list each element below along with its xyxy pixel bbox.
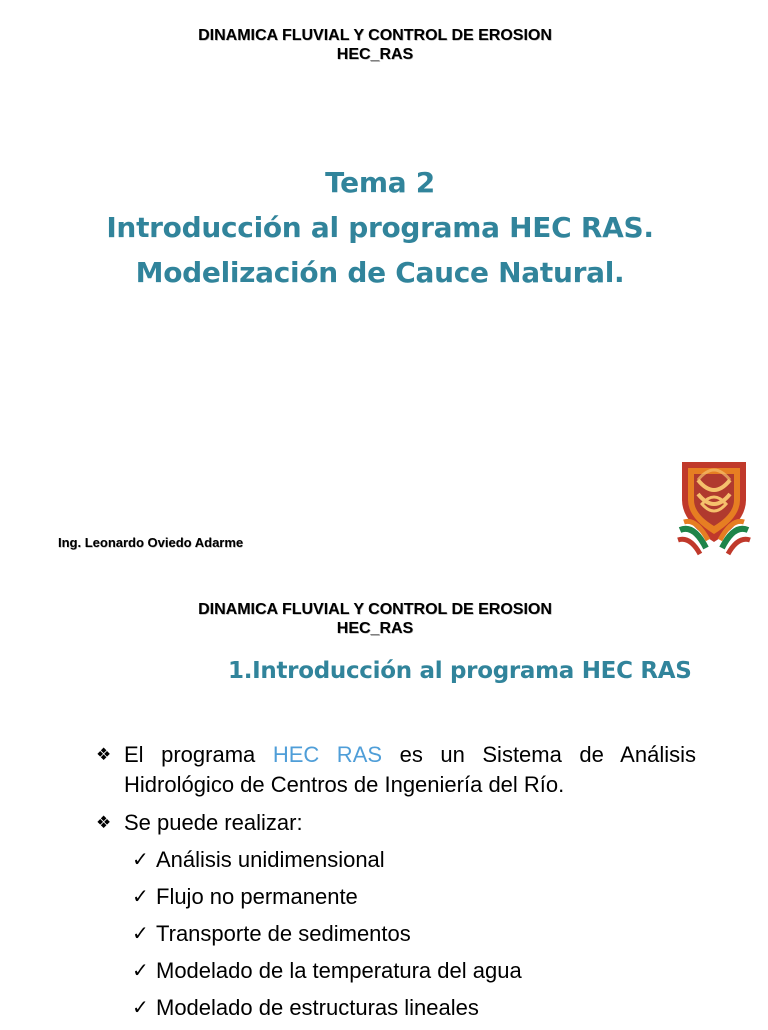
bullet-line <box>124 740 696 770</box>
bullet-suffix: es un Sistema de Análisis <box>399 742 696 767</box>
course-header-line1: DINAMICA FLUVIAL Y CONTROL DE EROSION <box>198 27 552 44</box>
checklist <box>96 845 696 1023</box>
diamond-bullet-icon: ❖ <box>96 745 112 764</box>
checkmark-icon: ✓ <box>132 997 149 1019</box>
title-line1: Tema 2 <box>325 166 435 199</box>
course-header-line1: DINAMICA FLUVIAL Y CONTROL DE EROSION <box>198 601 552 618</box>
checklist-item <box>132 845 696 875</box>
checklist-item <box>132 993 696 1023</box>
checklist-label: Modelado de la temperatura del agua <box>156 958 522 983</box>
checkmark-icon: ✓ <box>132 923 149 945</box>
bullet-item <box>96 808 696 838</box>
author-name: Ing. Leonardo Oviedo Adarme <box>58 535 244 550</box>
diamond-bullet-icon: ❖ <box>96 813 112 832</box>
checklist-label: Transporte de sedimentos <box>156 921 411 946</box>
celtic-knot-emblem-icon <box>676 460 752 556</box>
checklist-item <box>132 919 696 949</box>
slide-title <box>0 160 760 295</box>
course-header <box>0 600 750 638</box>
section-title: 1.Introducción al programa HEC RAS <box>228 658 692 684</box>
bullet-text: Se puede realizar: <box>124 810 303 835</box>
checklist-label: Flujo no permanente <box>156 884 358 909</box>
course-header-line2: HEC_RAS <box>336 620 414 637</box>
checklist-item <box>132 882 696 912</box>
checkmark-icon: ✓ <box>132 960 149 982</box>
bullet-item <box>96 740 696 800</box>
checklist-item <box>132 956 696 986</box>
course-header-line2: HEC_RAS <box>336 46 414 63</box>
bullet-line2: Hidrológico de Centros de Ingeniería del Río. <box>124 772 565 797</box>
course-header <box>0 26 750 64</box>
content-slide <box>0 576 768 1024</box>
bullet-list <box>96 740 696 1030</box>
checklist-label: Modelado de estructuras lineales <box>156 995 479 1020</box>
hec-ras-highlight: HEC RAS <box>272 742 383 767</box>
bullet-prefix: El programa <box>124 742 256 767</box>
checklist-label: Análisis unidimensional <box>156 847 385 872</box>
checkmark-icon: ✓ <box>132 849 149 871</box>
checkmark-icon: ✓ <box>132 886 149 908</box>
title-line3: Modelización de Cauce Natural. <box>135 256 625 289</box>
title-line2: Introducción al programa HEC RAS. <box>106 211 654 244</box>
